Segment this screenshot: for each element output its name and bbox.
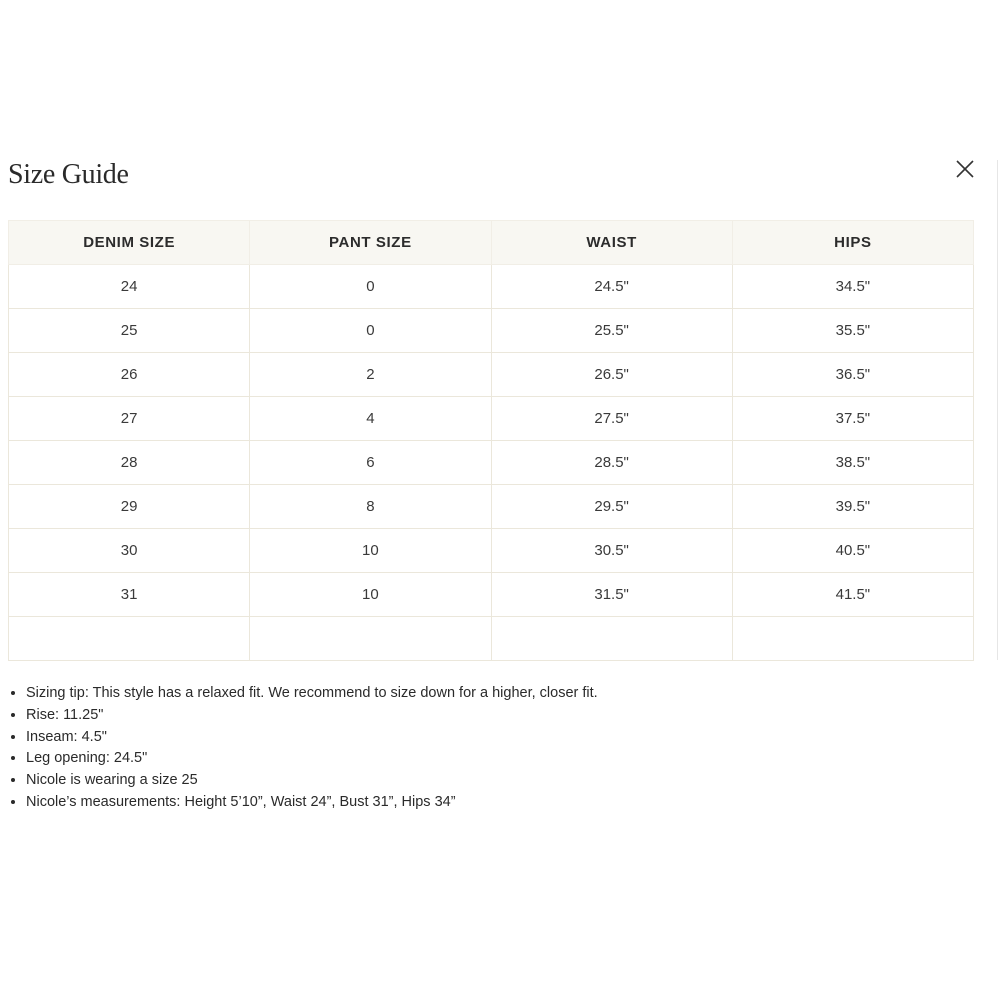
close-button[interactable]: [950, 154, 980, 184]
table-cell: 31.5": [491, 573, 732, 617]
list-item-inseam: • Inseam: 4.5": [26, 727, 598, 749]
table-cell: 30: [9, 529, 250, 573]
table-cell: 8: [250, 485, 491, 529]
list-item-model-measurements: • Nicole’s measurements: Height 5’10”, Waist 24”, Bust 31”, Hips 34”: [26, 792, 598, 814]
table-cell: 41.5": [732, 573, 973, 617]
table-cell: 2: [250, 353, 491, 397]
table-row-empty: [9, 617, 974, 661]
table-cell: 28.5": [491, 441, 732, 485]
table-cell: 4: [250, 397, 491, 441]
list-item-leg-opening: • Leg opening: 24.5": [26, 748, 598, 770]
table-cell: 29: [9, 485, 250, 529]
table-cell: 25: [9, 309, 250, 353]
table-cell: 10: [250, 573, 491, 617]
table-cell: 10: [250, 529, 491, 573]
table-cell: 37.5": [732, 397, 973, 441]
table-row: [9, 441, 974, 485]
column-header-waist: WAIST: [491, 221, 732, 265]
table-cell: 34.5": [732, 265, 973, 309]
fit-notes-list: [8, 683, 598, 814]
table-cell: 40.5": [732, 529, 973, 573]
table-cell: [250, 617, 491, 661]
table-cell: 26: [9, 353, 250, 397]
table-cell: 24: [9, 265, 250, 309]
table-cell: 36.5": [732, 353, 973, 397]
table-row: [9, 353, 974, 397]
table-cell: 26.5": [491, 353, 732, 397]
size-table: [8, 220, 974, 661]
column-header-hips: HIPS: [732, 221, 973, 265]
table-cell: 25.5": [491, 309, 732, 353]
table-header-row: [9, 221, 974, 265]
table-row: [9, 529, 974, 573]
column-header-denim-size: DENIM SIZE: [9, 221, 250, 265]
list-item-rise: • Rise: 11.25": [26, 705, 598, 727]
table-cell: [732, 617, 973, 661]
table-cell: [9, 617, 250, 661]
table-cell: 24.5": [491, 265, 732, 309]
scroll-edge-divider: [997, 160, 998, 660]
table-cell: 27.5": [491, 397, 732, 441]
table-cell: 29.5": [491, 485, 732, 529]
table-row: [9, 573, 974, 617]
table-row: [9, 265, 974, 309]
table-cell: 39.5": [732, 485, 973, 529]
table-row: [9, 397, 974, 441]
table-cell: 28: [9, 441, 250, 485]
table-cell: 30.5": [491, 529, 732, 573]
close-icon: [950, 154, 980, 184]
table-cell: 6: [250, 441, 491, 485]
table-row: [9, 485, 974, 529]
table-cell: 38.5": [732, 441, 973, 485]
table-cell: 31: [9, 573, 250, 617]
table-cell: 0: [250, 265, 491, 309]
table-cell: 27: [9, 397, 250, 441]
column-header-pant-size: PANT SIZE: [250, 221, 491, 265]
modal-title: Size Guide: [8, 159, 129, 190]
list-item-model-size: • Nicole is wearing a size 25: [26, 770, 598, 792]
table-cell: 0: [250, 309, 491, 353]
table-cell: [491, 617, 732, 661]
list-item-sizing-tip: • Sizing tip: This style has a relaxed fit. We recommend to size down for a higher, closer fit.: [26, 683, 598, 705]
table-cell: 35.5": [732, 309, 973, 353]
table-row: [9, 309, 974, 353]
